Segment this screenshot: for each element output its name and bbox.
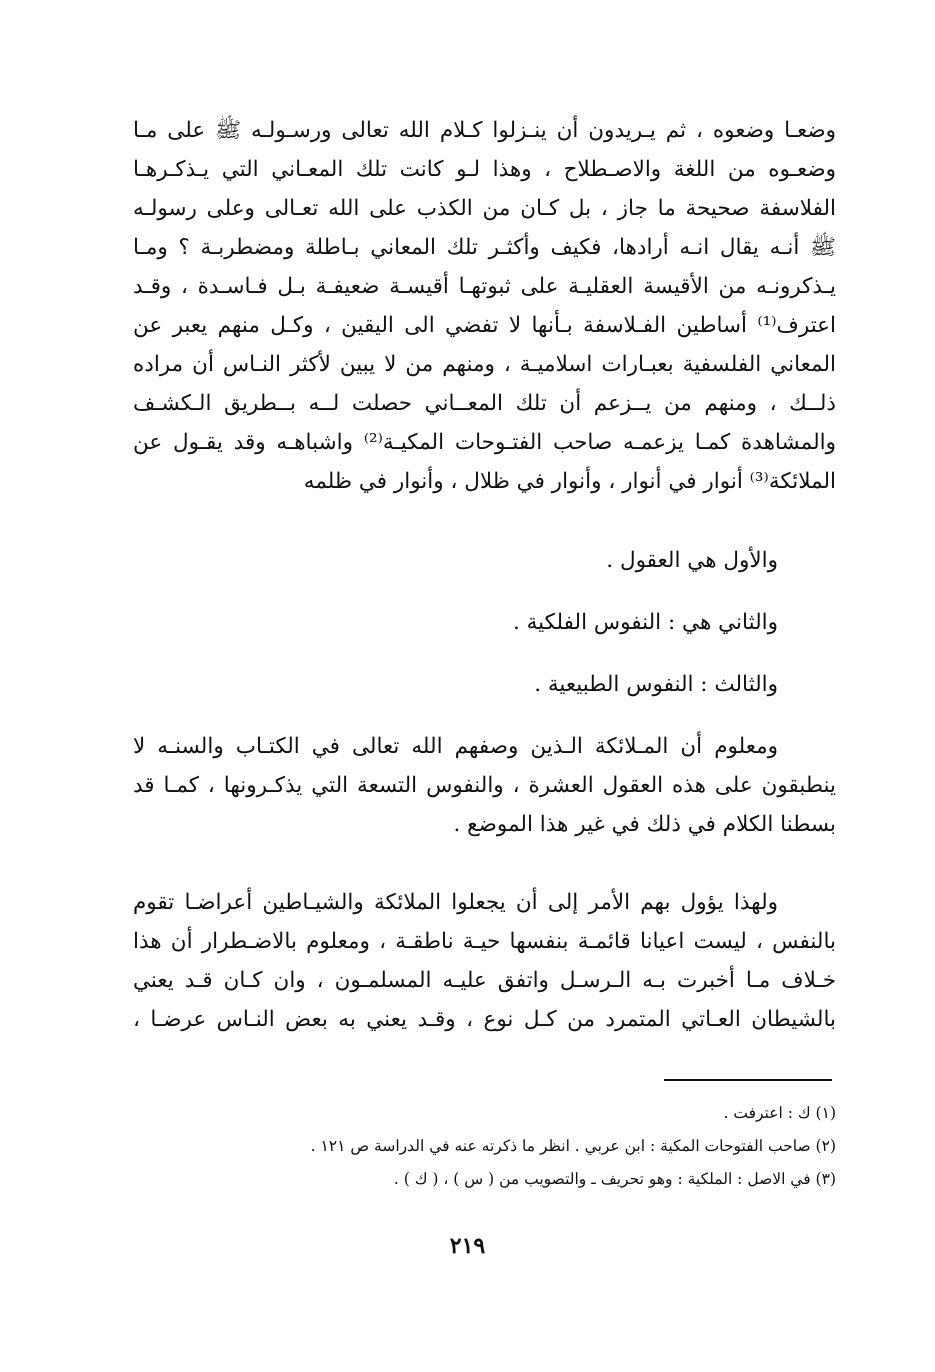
- text-line: ﷺ أنـه يقال انـه أرادها، فكيف وأكثـر تلك المعاني بـاطلة ومضطربـة ؟ ومـا: [133, 235, 836, 260]
- text-line: اعترف⁽¹⁾ أساطين الفـلاسفة بـأنها لا تفضي الى اليقين ، وكـل منهم يعبر عن: [133, 313, 836, 338]
- list-item-second: والثاني هي : النفوس الفلكية .: [512, 610, 778, 635]
- list-item-first: والأول هي العقول .: [606, 548, 778, 573]
- text-line: بالشيطان العـاتي المتمرد من كـل نوع ، وقـد يعني به بعض النـاس عرضـا ،: [133, 1007, 836, 1032]
- text-line: يـذكرونـه من الأقيسة العقليـة على ثبوتهـا أقيسـة ضعيفـة بـل فـاسـدة ، وقـد: [133, 274, 836, 299]
- list-item-third: والثالث : النفوس الطبيعية .: [534, 672, 778, 697]
- text-line: خـلاف مـا أخبرت بـه الـرسـل واتفق عليـه المسلمـون ، وان كـان قـد يعني: [133, 968, 836, 993]
- text-line: وضعـا وضعوه ، ثم يـريدون أن ينـزلوا كـلام الله تعالى ورسـولـه ﷺ على مـا: [133, 118, 836, 143]
- text-line: ولهذا يؤول بهم الأمر إلى أن يجعلوا الملائكة والشيـاطين أعراضـا تقوم: [133, 890, 778, 915]
- page-number: ٢١٩: [449, 1233, 486, 1259]
- text-line: وضعـوه من اللغة والاصـطلاح ، وهذا لـو كانت تلك المعـاني التي يـذكـرهـا: [133, 157, 836, 182]
- text-line: ذلــك ، ومنهم من يــزعم أن تلك المعــاني حصلت لــه بــطريق الـكشـف: [133, 391, 836, 416]
- footnote-2: (٢) صاحب الفتوحات المكية : ابن عربي . انظر ما ذكرته عنه في الدراسة ص ١٢١ .: [310, 1137, 836, 1155]
- enumeration-list: [133, 530, 836, 716]
- text-line: ومعلوم أن المـلائكة الـذين وصفهم الله تعالى في الكتـاب والسنـه لا: [133, 734, 778, 759]
- text-line: بالنفس ، ليست اعيانا قائمـة بنفسها حيـة ناطقـة ، ومعلوم بالاضـطرار أن هذا: [133, 929, 836, 954]
- text-line: الملائكة⁽³⁾ أنوار في أنوار ، وأنوار في ظلال ، وأنوار في ظلمه: [303, 469, 836, 494]
- text-line: المعاني الفلسفية بعبـارات اسلاميـة ، ومنهم من لا يبين لأكثر النـاس أن مراده: [133, 352, 836, 377]
- text-line: ينطبقون على هذه العقول العشرة ، والنفوس التسعة التي يذكـرونها ، كمـا قد: [133, 773, 836, 798]
- paragraph-2: [133, 727, 836, 844]
- text-line: والمشاهدة كمـا يزعمـه صاحب الفتـوحات المكيـة⁽²⁾ واشباهـه وقد يقـول عن: [133, 430, 836, 455]
- footnotes: [200, 1097, 836, 1196]
- footnote-3: (٣) في الاصل : الملكية : وهو تحريف ـ والتصويب من ( س ) ، ( ك ) .: [393, 1170, 836, 1188]
- paragraph-1: [133, 111, 836, 501]
- footnote-divider: [664, 1079, 832, 1081]
- footnote-1: (١) ك : اعترفت .: [723, 1104, 836, 1122]
- text-line: بسطنا الكلام في ذلك في غير هذا الموضع .: [453, 812, 836, 837]
- text-line: الفلاسفة صحيحة ما جاز ، بل كـان من الكذب على الله تعـالى وعلى رسولـه: [133, 196, 836, 221]
- paragraph-3: [133, 883, 836, 1039]
